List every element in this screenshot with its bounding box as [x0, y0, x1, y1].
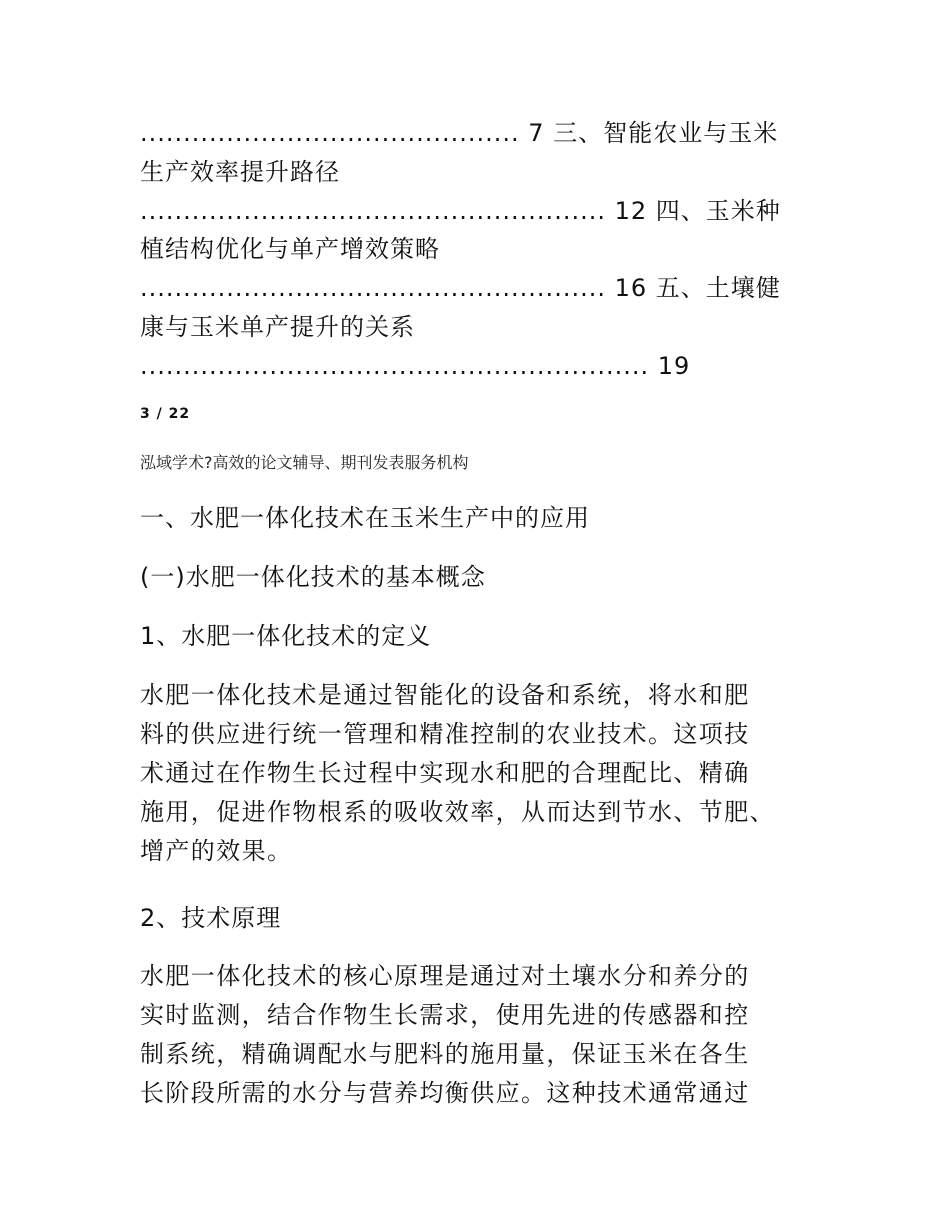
paragraph-line: 制系统，精确调配水与肥料的施用量，保证玉米在各生: [140, 1040, 750, 1068]
toc-line: ............................................ 7 三、智能农业与玉米: [140, 119, 779, 147]
paragraph-line: 实时监测，结合作物生长需求，使用先进的传感器和控: [140, 1001, 750, 1029]
toc-line: ...................................................... 16 五、土壤健: [140, 274, 781, 303]
paragraph-line: 术通过在作物生长过程中实现水和肥的合理配比、精确: [140, 759, 750, 787]
principle-paragraph: [140, 957, 830, 1113]
paragraph-line: 料的供应进行统一管理和精准控制的农业技术。这项技: [140, 720, 750, 748]
page-number: 3 / 22: [140, 406, 191, 422]
toc-line: ...................................................... 12 四、玉米种: [140, 196, 781, 225]
subsection-heading: (一)水肥一体化技术的基本概念: [140, 563, 486, 591]
table-of-contents: [140, 114, 830, 386]
paragraph-line: 施用，促进作物根系的吸收效率，从而达到节水、节肥、: [140, 798, 775, 826]
toc-line: ........................................................... 19: [140, 351, 691, 380]
paragraph-line: 水肥一体化技术的核心原理是通过对土壤水分和养分的: [140, 962, 750, 990]
paragraph-line: 水肥一体化技术是通过智能化的设备和系统，将水和肥: [140, 681, 750, 709]
definition-paragraph: [140, 676, 830, 871]
paragraph-line: 长阶段所需的水分与营养均衡供应。这种技术通常通过: [140, 1079, 750, 1107]
toc-line: 生产效率提升路径: [140, 157, 340, 186]
paragraph-line: 增产的效果。: [140, 837, 293, 865]
section-heading: 一、水肥一体化技术在玉米生产中的应用: [140, 504, 590, 532]
header-note: 泓域学术?高效的论文辅导、期刊发表服务机构: [140, 453, 469, 472]
item-heading-principle: 2、技术原理: [140, 904, 282, 932]
toc-line: 植结构优化与单产增效策略: [140, 235, 440, 264]
toc-line: 康与玉米单产提升的关系: [140, 312, 415, 341]
item-heading-definition: 1、水肥一体化技术的定义: [140, 622, 432, 650]
